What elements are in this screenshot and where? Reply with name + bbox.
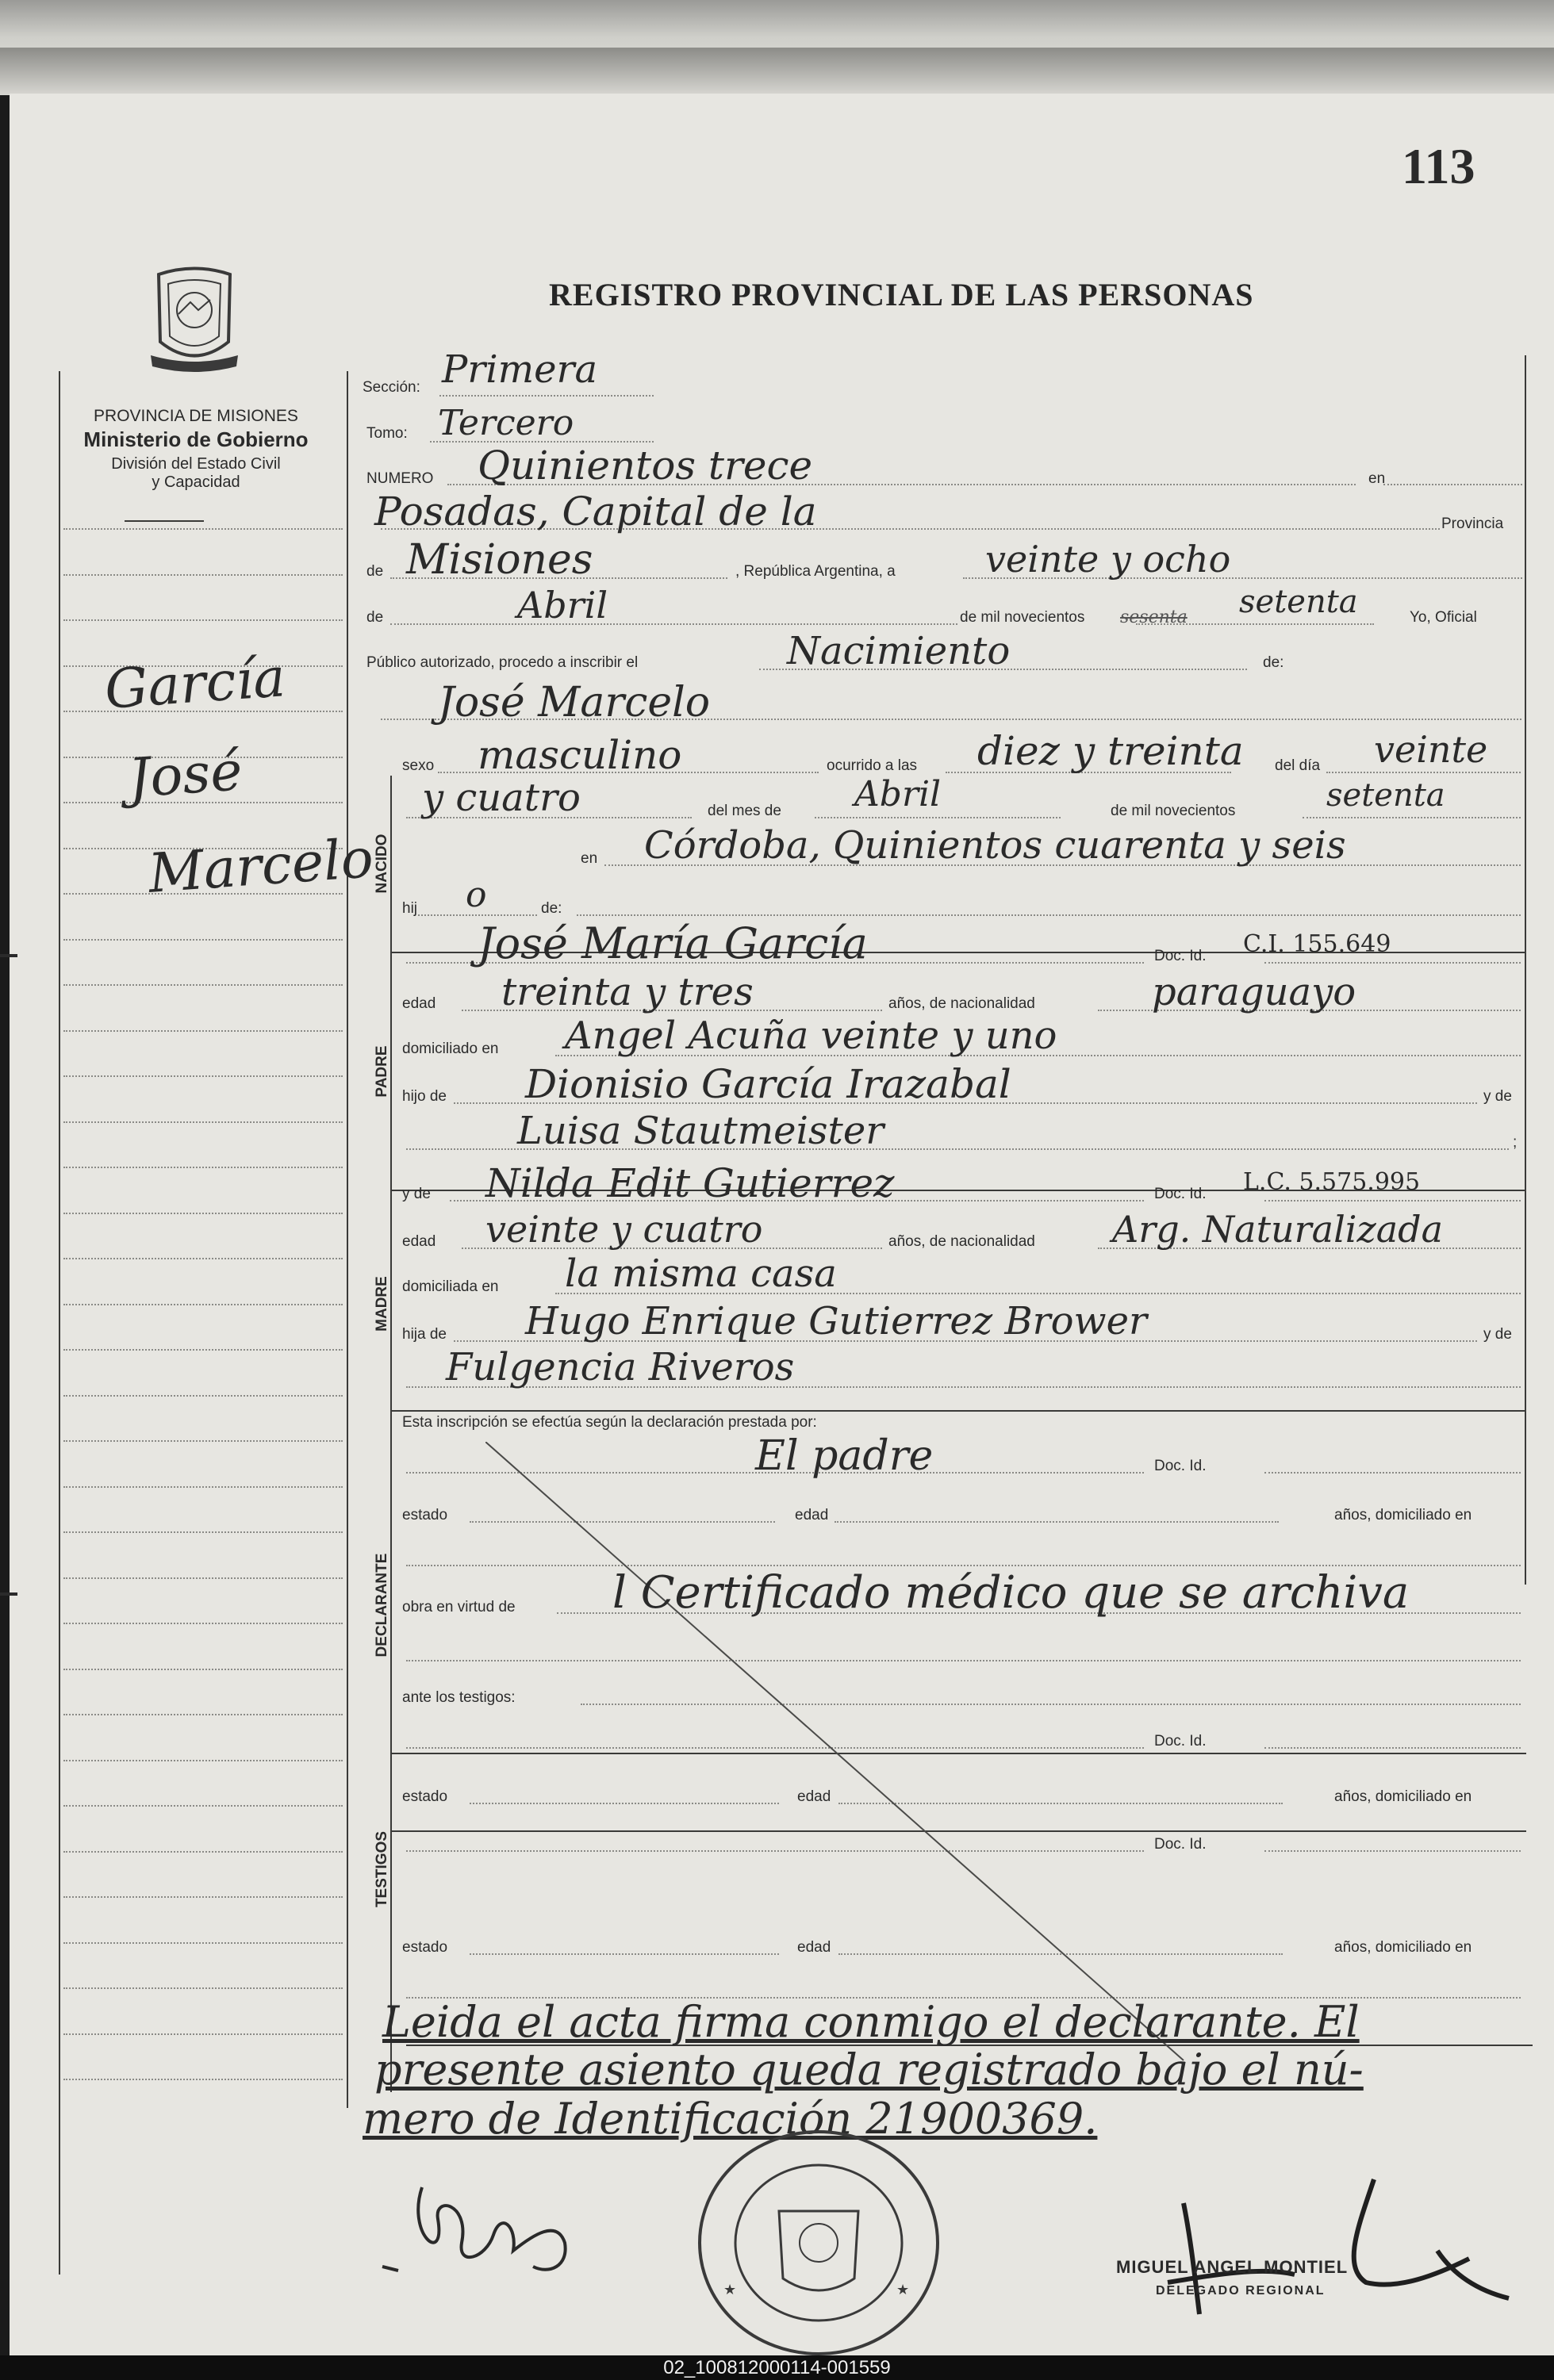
- side-label-nacido: NACIDO: [374, 834, 390, 894]
- rule-mes: [390, 623, 957, 625]
- agency-line-3: División del Estado Civil: [111, 455, 281, 473]
- margin-rule: [63, 1030, 343, 1032]
- official-name: MIGUEL ANGEL MONTIEL: [1116, 2257, 1349, 2277]
- entry-padre-dom: Angel Acuña veinte y uno: [565, 1014, 1057, 1058]
- label-y-de-2: y de: [1483, 1326, 1512, 1343]
- label-provincia: Provincia: [1441, 515, 1504, 532]
- label-ante: ante los testigos:: [402, 1689, 516, 1706]
- punch-mark: [0, 1592, 17, 1596]
- entry-acto: Nacimiento: [787, 629, 1011, 673]
- side-label-declarante: DECLARANTE: [374, 1553, 390, 1658]
- margin-rule: [63, 2079, 343, 2080]
- section-sep-madre: [390, 1410, 1526, 1412]
- declarant-signature: [374, 2171, 597, 2306]
- rule-testigo1-doc: [1264, 1747, 1521, 1749]
- margin-rule: [63, 1531, 343, 1533]
- provincial-emblem-icon: [143, 266, 246, 378]
- rule-declarante-doc: [1264, 1472, 1521, 1474]
- margin-border-right: [347, 371, 348, 2108]
- entry-padre-doc: C.I. 155.649: [1243, 930, 1391, 958]
- rule-testigo2-doc: [1264, 1850, 1521, 1852]
- label-madre-edad: edad: [402, 1233, 436, 1250]
- entry-hijo-letra: o: [466, 875, 487, 915]
- label-numero: NUMERO: [366, 470, 434, 487]
- agency-line-2: Ministerio de Gobierno: [83, 427, 309, 451]
- image-id-footer: 02_100812000114-001559: [0, 2355, 1554, 2380]
- entry-tomo: Tercero: [438, 403, 574, 443]
- label-padre-edad: edad: [402, 995, 436, 1012]
- margin-rule: [63, 1167, 343, 1168]
- entry-padre-nombre: José María García: [478, 918, 868, 968]
- rule-madre-doc: [1264, 1200, 1521, 1201]
- margin-rule: [63, 1577, 343, 1579]
- margin-rule: [63, 1669, 343, 1670]
- entry-dia-b: y cuatro: [422, 776, 581, 820]
- margin-rule: [63, 1760, 343, 1761]
- label-t2-doc: Doc. Id.: [1154, 1836, 1207, 1853]
- label-dec-edad: edad: [795, 1507, 829, 1523]
- entry-abuela-pat: Luisa Stautmeister: [517, 1109, 884, 1153]
- label-dec-anos: años, domiciliado en: [1334, 1507, 1472, 1523]
- label-padre-dom: domiciliado en: [402, 1041, 499, 1057]
- margin-rule: [63, 939, 343, 941]
- label-padre-doc: Doc. Id.: [1154, 948, 1207, 964]
- label-sexo: sexo: [402, 757, 435, 774]
- label-del-mes: del mes de: [708, 803, 781, 819]
- label-publico: Público autorizado, procedo a inscribir el: [366, 654, 639, 671]
- label-madre-doc: Doc. Id.: [1154, 1186, 1207, 1202]
- rule-seccion: [439, 395, 654, 397]
- entry-provincia: Misiones: [406, 536, 593, 584]
- agency-line-1: PROVINCIA DE MISIONES: [94, 407, 298, 425]
- label-de-colon: de:: [1263, 654, 1284, 671]
- margin-rule: [63, 1440, 343, 1442]
- label-hijo-de-2: hijo de: [402, 1088, 447, 1105]
- side-label-padre: PADRE: [374, 1045, 390, 1098]
- margin-rule: [63, 619, 343, 621]
- label-t1-anos: años, domiciliado en: [1334, 1788, 1472, 1805]
- margin-rule: [63, 574, 343, 576]
- margin-border-left: [59, 371, 60, 2275]
- margin-rule: [63, 1851, 343, 1853]
- margin-divider: [125, 520, 204, 522]
- closing-line-1: Leida el acta firma conmigo el declarante. El: [382, 1997, 1360, 2047]
- official-signature: [1136, 2156, 1548, 2330]
- margin-rule: [63, 1714, 343, 1715]
- entry-padre-edad: treinta y tres: [501, 970, 754, 1014]
- entry-numero: Quinientos trece: [478, 443, 813, 489]
- page-number: 113: [1402, 138, 1475, 194]
- entry-abuelo-mat: Hugo Enrique Gutierrez Brower: [525, 1299, 1147, 1343]
- margin-rule: [63, 1075, 343, 1077]
- margin-surname: García: [102, 646, 288, 722]
- side-label-madre: MADRE: [374, 1276, 390, 1332]
- entry-mes: Abril: [854, 774, 942, 814]
- entry-abuela-mat: Fulgencia Riveros: [446, 1345, 795, 1389]
- register-page: [10, 94, 1554, 2355]
- margin-rule: [63, 1121, 343, 1123]
- rule-padre-doc: [1264, 962, 1521, 964]
- svg-text:★: ★: [723, 2282, 737, 2298]
- entry-madre-doc: L.C. 5.575.995: [1243, 1168, 1421, 1196]
- entry-declarante: El padre: [755, 1432, 934, 1480]
- label-de-2: de: [366, 609, 384, 626]
- entry-fecha-mes: Abril: [517, 584, 608, 627]
- label-t1-estado: estado: [402, 1788, 448, 1805]
- entry-madre-edad: veinte y cuatro: [485, 1208, 763, 1251]
- entry-lugar-nac: Córdoba, Quinientos cuarenta y seis: [644, 823, 1346, 868]
- margin-first-name: José: [126, 740, 244, 811]
- margin-rule: [63, 1486, 343, 1488]
- label-en: en: [1368, 470, 1386, 487]
- label-mil-novecientos: de mil novecientos: [1111, 803, 1236, 819]
- label-inscripcion: Esta inscripción se efectúa según la declaración prestada por:: [402, 1414, 817, 1431]
- label-t2-anos: años, domiciliado en: [1334, 1939, 1472, 1956]
- label-de-1: de: [366, 563, 384, 580]
- entry-anio-nac: setenta: [1326, 777, 1445, 814]
- entry-abuelo-pat: Dionisio García Irazabal: [525, 1061, 1011, 1107]
- entry-nombre: José Marcelo: [438, 679, 711, 726]
- rule-mes-nac: [815, 817, 1061, 818]
- official-title: DELEGADO REGIONAL: [1156, 2284, 1326, 2298]
- margin-rule: [63, 1213, 343, 1214]
- margin-rule: [63, 1304, 343, 1305]
- entry-hora: diez y treinta: [977, 728, 1244, 774]
- label-y-de-madre: y de: [402, 1186, 431, 1202]
- entry-anio-tachado: sesenta: [1120, 607, 1188, 627]
- label-t1-edad: edad: [797, 1788, 831, 1805]
- entry-padre-nac: paraguayo: [1152, 970, 1356, 1014]
- agency-block: [41, 407, 351, 492]
- margin-rule: [63, 1805, 343, 1807]
- form-border-right: [1525, 355, 1526, 1585]
- entry-madre-dom: la misma casa: [565, 1251, 837, 1296]
- label-t2-estado: estado: [402, 1939, 448, 1956]
- rule-dia: [1326, 772, 1521, 773]
- label-hijo-de: de:: [541, 900, 562, 917]
- label-padre-anos: años, de nacionalidad: [888, 995, 1035, 1012]
- margin-rule: [63, 1623, 343, 1624]
- margin-rule: [63, 1896, 343, 1898]
- punch-mark: [0, 954, 17, 957]
- entry-madre-nac: Arg. Naturalizada: [1112, 1208, 1444, 1251]
- margin-rule: [63, 1395, 343, 1397]
- label-hijo: hij: [402, 900, 418, 917]
- label-madre-anos: años, de nacionalidad: [888, 1233, 1035, 1250]
- closing-line-2: presente asiento queda registrado bajo el nú-: [374, 2045, 1364, 2094]
- label-t1-doc: Doc. Id.: [1154, 1733, 1207, 1750]
- margin-rule: [63, 984, 343, 986]
- side-label-testigos: TESTIGOS: [374, 1830, 390, 1908]
- entry-fecha-dia: veinte y ocho: [985, 538, 1231, 581]
- agency-line-4: y Capacidad: [152, 473, 240, 491]
- label-seccion: Sección:: [363, 379, 420, 396]
- label-republica: , República Argentina, a: [735, 563, 896, 580]
- entry-sexo: masculino: [478, 732, 682, 778]
- official-seal-icon: [692, 2124, 946, 2362]
- label-tomo: Tomo:: [366, 425, 408, 442]
- entry-seccion: Primera: [442, 347, 598, 392]
- entry-anio: setenta: [1239, 584, 1358, 620]
- label-y-de-1: y de: [1483, 1088, 1512, 1105]
- label-t2-edad: edad: [797, 1939, 831, 1956]
- svg-text:★: ★: [896, 2282, 910, 2298]
- margin-second-name: Marcelo: [146, 827, 376, 906]
- label-semicolon: ;: [1513, 1134, 1518, 1151]
- binder-edge: [0, 48, 1554, 95]
- closing-line-3: mero de Identificación 21900369.: [363, 2094, 1098, 2144]
- label-ocurrido: ocurrido a las: [827, 757, 918, 774]
- entry-dia-a: veinte: [1374, 728, 1488, 771]
- margin-rule: [63, 1942, 343, 1944]
- entry-lugar: Posadas, Capital de la: [374, 489, 817, 535]
- label-del-dia: del día: [1275, 757, 1321, 774]
- margin-rule: [63, 2033, 343, 2035]
- entry-madre-nombre: Nilda Edit Gutierrez: [485, 1160, 895, 1206]
- page-title: REGISTRO PROVINCIAL DE LAS PERSONAS: [549, 277, 1254, 312]
- label-dec-estado: estado: [402, 1507, 448, 1523]
- label-en-lugar: en: [581, 850, 598, 867]
- margin-rule: [63, 1349, 343, 1351]
- label-yo-oficial: Yo, Oficial: [1410, 609, 1477, 626]
- label-madre-dom: domiciliada en: [402, 1278, 499, 1295]
- margin-rule: [63, 528, 343, 530]
- margin-rule: [63, 1258, 343, 1259]
- label-de-mil: de mil novecientos: [960, 609, 1085, 626]
- label-declarante-doc: Doc. Id.: [1154, 1458, 1207, 1474]
- cancel-stroke: [485, 1442, 1199, 2076]
- rule-anio-nac: [1303, 817, 1521, 818]
- label-hija-de: hija de: [402, 1326, 447, 1343]
- margin-rule: [63, 1987, 343, 1989]
- label-obra: obra en virtud de: [402, 1599, 516, 1615]
- entry-obra: l Certificado médico que se archiva: [612, 1567, 1410, 1619]
- rule-hijo-de: [577, 914, 1521, 916]
- rule-en: [1383, 484, 1522, 485]
